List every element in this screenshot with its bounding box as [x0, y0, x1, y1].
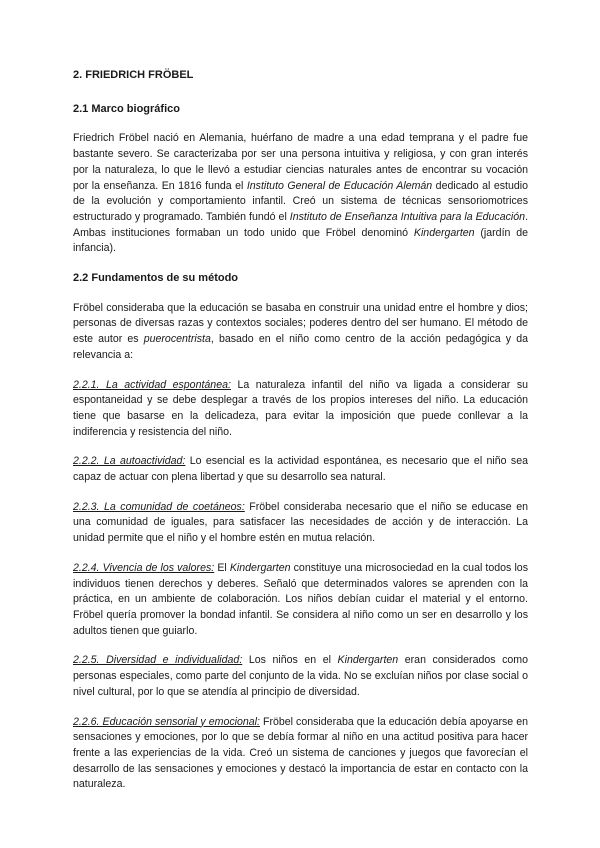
point-autoactividad: 2.2.2. La autoactividad: Lo esencial es la actividad espontánea, es necesario que el niño sea capaz de actuar con plena libertad y que su desarrollo sea natural. — [73, 455, 528, 484]
fundamentos-intro-paragraph: Fröbel consideraba que la educación se basaba en construir una unidad entre el hombre y dios; personas de diversas razas y contextos sociales; poderes dentro del ser humano. El método de este autor es puerocentrista, basado en el niño como centro de la acción pedagógica y da relevancia a: — [73, 301, 528, 361]
subsection-heading-fundamentos: 2.2 Fundamentos de su método — [73, 272, 239, 285]
biografia-paragraph: Friedrich Fröbel nació en Alemania, huérfano de madre a una edad temprana y el padre fue bastante severo. Se caracterizaba por ser una persona intuitiva y religiosa, y con gran interés por la naturaleza, lo que le llevó a estudiar ciencias naturales antes de encontrar su vocación por la enseñanza. En 1816 funda el Instituto General de Educación Alemán dedicado al estudio de la evolución y comportamiento infantil. Creó un sistema de técnicas sensoriomotrices estructurado y programado. También fundó el Instituto de Enseñanza Intuitiva para la Educación. Ambas instituciones formaban un todo unido que Fröbel denominó Kindergarten (jardín de infancia). — [73, 132, 529, 255]
point-educacion-sensorial: 2.2.6. Educación sensorial y emocional: Fröbel consideraba que la educación debía apoyarse en sensaciones y emociones, por lo que se debía formar al niño en una actitud positiva para hacer frente a las experiencias de la vida. Creó un sistema de canciones y juegos que favorecían el desarrollo de las sensaciones y emociones y destacó la importancia de estar en contacto con la naturaleza. — [73, 715, 528, 791]
section-title: 2. FRIEDRICH FRÖBEL — [73, 69, 194, 81]
point-actividad-espontanea: 2.2.1. La actividad espontánea: La naturaleza infantil del niño va ligada a considerar su espontaneidad y se debe desplegar a través de los propios intereses del niño. La educación tiene que basarse en la delicadeza, para evitar la imposición que puede conllevar a la indiferencia y resistencia del niño. — [73, 378, 529, 438]
point-diversidad-individualidad: 2.2.5. Diversidad e individualidad: Los niños en el Kindergarten eran considerados como personas especiales, como parte del conjunto de la vida. No se excluían niños por clase social o nivel cultural, por lo que se atendía al principio de diversidad. — [73, 654, 529, 698]
point-comunidad-coetaneos: 2.2.3. La comunidad de coetáneos: Fröbel consideraba necesario que el niño se educase en una comunidad de iguales, para satisfacer las necesidades de acción y de interacción. La unidad permite que el niño y el hombre estén en mutua relación. — [73, 500, 528, 545]
subsection-heading-biografico: 2.1 Marco biográfico — [73, 102, 180, 115]
document-page — [73, 68, 528, 807]
point-vivencia-valores: 2.2.4. Vivencia de los valores: El Kindergarten constituye una microsociedad en la cual todos los individuos tienen derechos y deberes. Señaló que determinados valores se aprenden con la práctica, en un ambiente de colaboración. Los niños debían cuidar el material y el entorno. Fröbel quería promover la bondad infantil. Se considera al niño como un ser en desarrollo y los adultos tienen que guiarlo. — [73, 561, 528, 637]
